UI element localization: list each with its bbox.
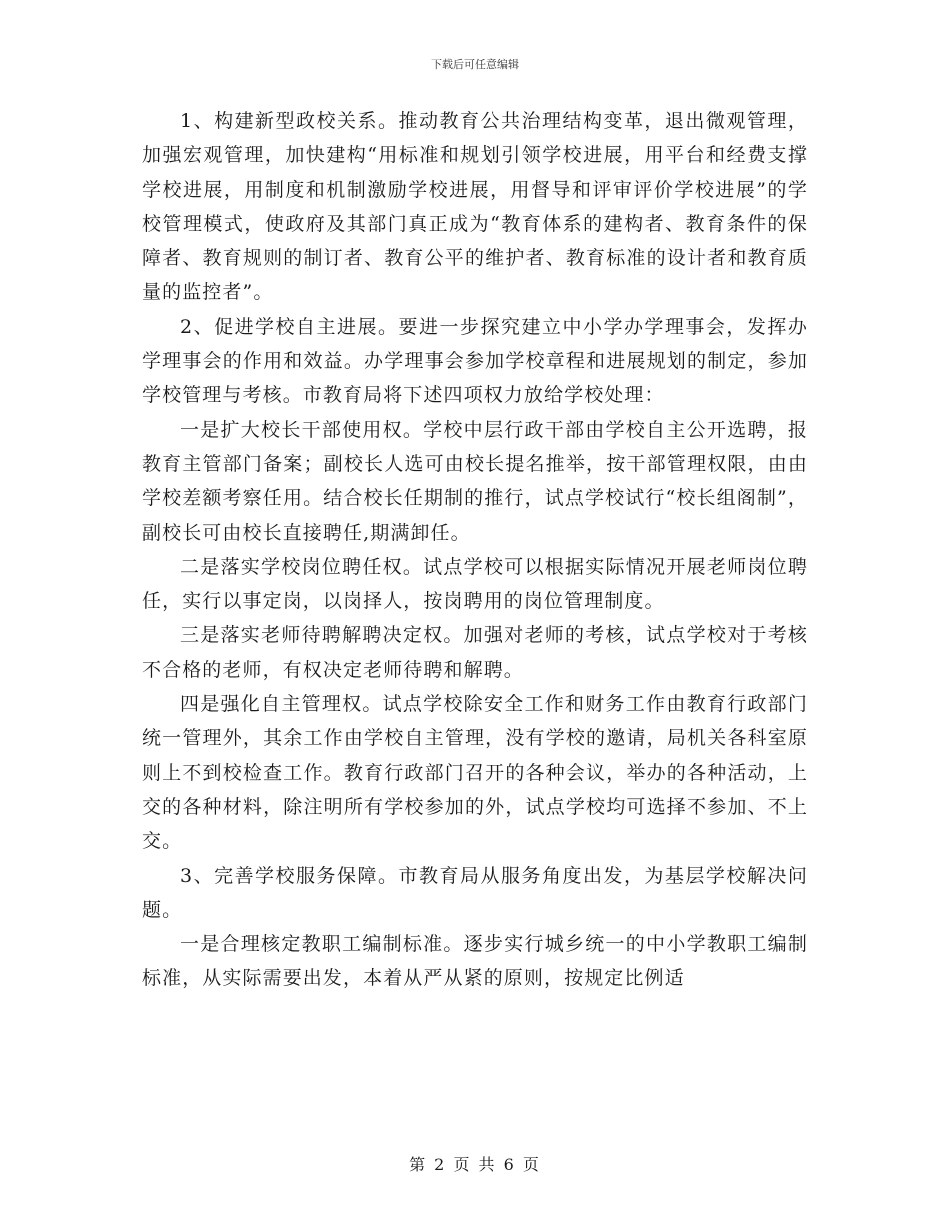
paragraph-1: 1、构建新型政校关系。推动教育公共治理结构变革，退出微观管理，加强宏观管理，加快建构“用标准和规划引领学校进展，用平台和经费支撑学校进展，用制度和机制激励学校进展，用督导和评审评价学校进展”的学校管理模式，使政府及其部门真正成为“教育体系的建构者、教育条件的保障者、教育规则的制订者、教育公平的维护者、教育标准的设计者和教育质量的监控者”。 [142, 110, 808, 304]
paragraph-6: 四是强化自主管理权。试点学校除安全工作和财务工作由教育行政部门统一管理外，其余工作由学校自主管理，没有学校的邀请，局机关各科室原则上不到校检查工作。教育行政部门召开的各种会议，举办的各种活动，上交的各种材料，除注明所有学校参加的外，试点学校均可选择不参加、不上交。 [142, 693, 808, 853]
paragraph-4: 二是落实学校岗位聘任权。试点学校可以根据实际情况开展老师岗位聘任，实行以事定岗，以岗择人，按岗聘用的岗位管理制度。 [142, 555, 808, 613]
header-note: 下载后可任意编辑 [431, 58, 519, 71]
paragraph-2: 2、促进学校自主进展。要进一步探究建立中小学办学理事会，发挥办学理事会的作用和效益。办学理事会参加学校章程和进展规划的制定，参加学校管理与考核。市教育局将下述四项权力放给学校处理： [142, 315, 808, 407]
document-body [142, 104, 808, 996]
paragraph-8: 一是合理核定教职工编制标准。逐步实行城乡统一的中小学教职工编制标准，从实际需要出发，本着从严从紧的原则，按规定比例适 [142, 933, 808, 990]
paragraph-3: 一是扩大校长干部使用权。学校中层行政干部由学校自主公开选聘，报教育主管部门备案；副校长人选可由校长提名推举，按干部管理权限，由由学校差额考察任用。结合校长任期制的推行，试点学校试行“校长组阁制”，副校长可由校长直接聘任,期满卸任。 [142, 418, 808, 544]
paragraph-5: 三是落实老师待聘解聘决定权。加强对老师的考核，试点学校对于考核不合格的老师，有权决定老师待聘和解聘。 [142, 624, 808, 681]
page-number: 第 2 页 共 6 页 [409, 1155, 541, 1174]
paragraph-7: 3、完善学校服务保障。市教育局从服务角度出发，为基层学校解决问题。 [142, 864, 808, 921]
